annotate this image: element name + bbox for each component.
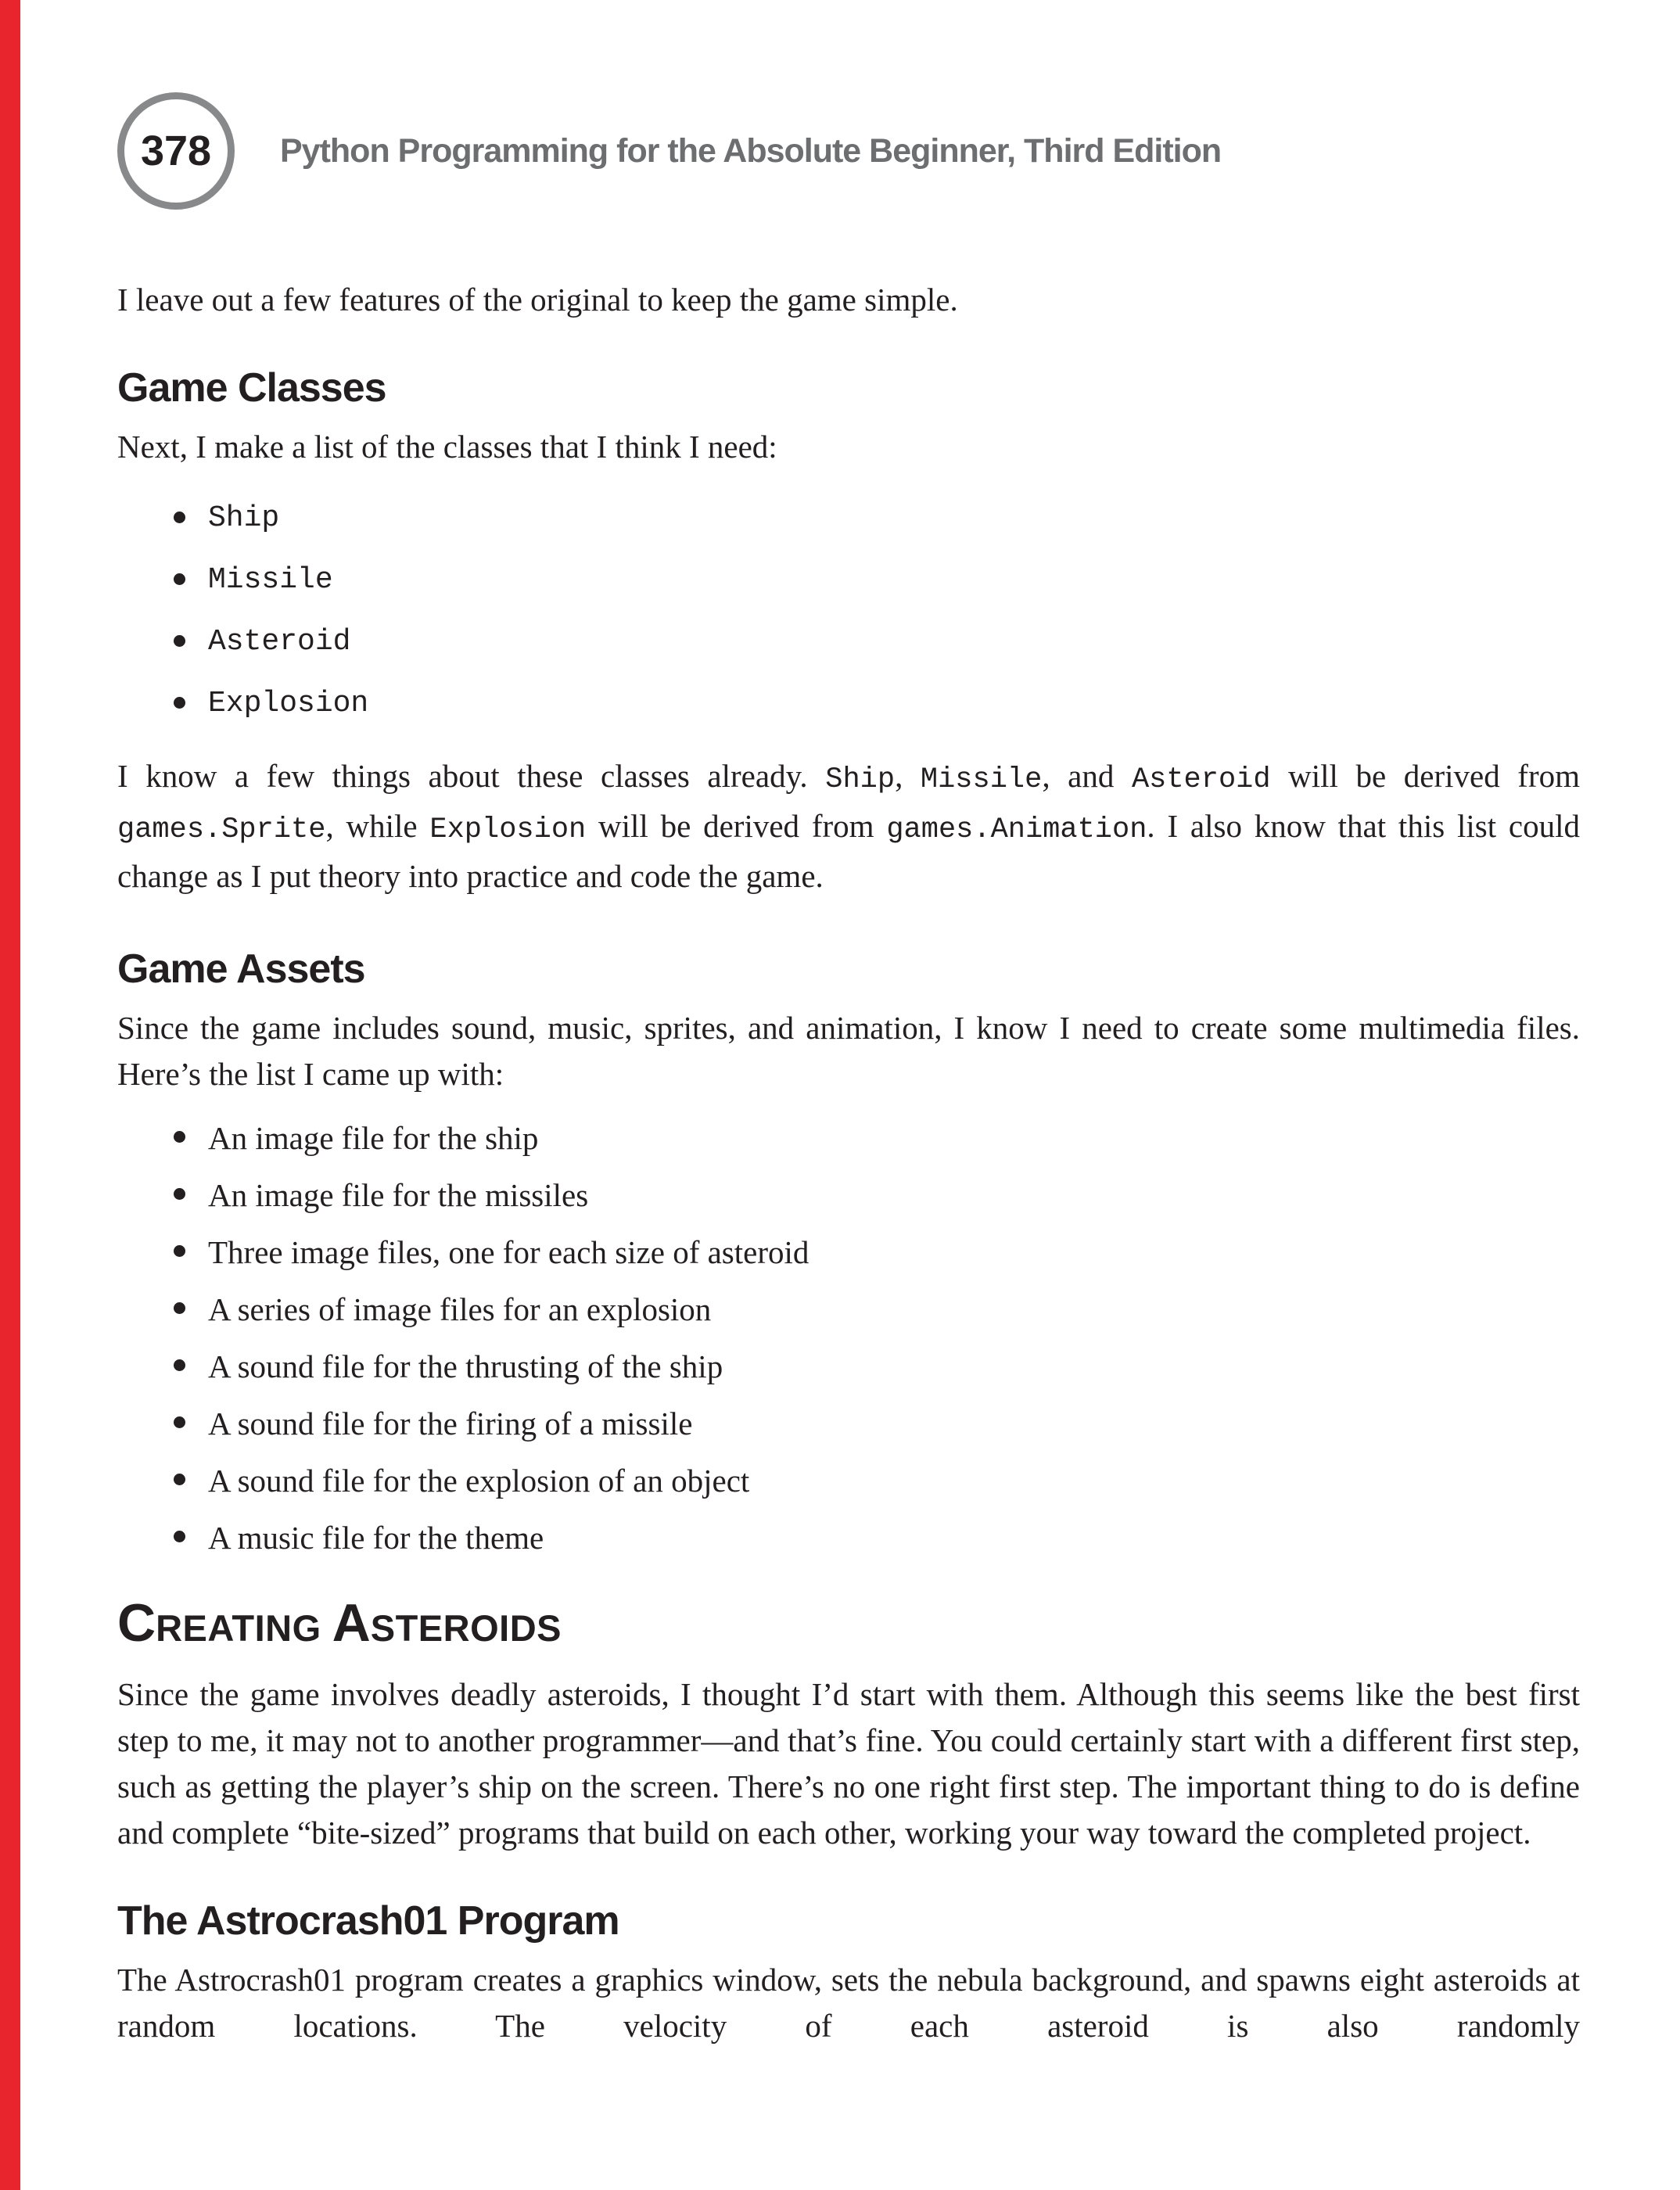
code-run: Explosion	[429, 813, 587, 846]
astrocrash01-paragraph: The Astrocrash01 program creates a graphics window, sets the nebula background, and spawns eight asteroids at random locations. The velocity of each asteroid is also randomly	[117, 1962, 1580, 2044]
bullet-icon	[174, 573, 185, 585]
intro-paragraph: I leave out a few features of the original to keep the game simple.	[117, 282, 958, 318]
asset-list-item	[117, 1349, 1580, 1384]
heading-initial: A	[332, 1593, 371, 1653]
asset-list-item	[117, 1520, 1580, 1555]
page-content	[117, 277, 1580, 2049]
asset-list-item	[117, 1121, 1580, 1155]
asset-list	[117, 1121, 1580, 1555]
text-run: will be derived from	[586, 808, 887, 844]
bullet-icon	[174, 635, 185, 647]
code-run: games.Animation	[886, 813, 1147, 846]
text-run: , while	[325, 808, 430, 844]
text-run: , and	[1042, 758, 1132, 794]
page-edge-bleed	[0, 0, 20, 2190]
creating-asteroids-paragraph: Since the game involves deadly asteroids, I thought I’d start with them. Although this seems like the best first step to me, it may not to another programmer—and that’s fine. You could certainly start with a different first step, such as getting the player’s ship on the screen. There’s no one right first step. The important thing to do is define and complete “bite-sized” programs that build on each other, working your way toward the completed project.	[117, 1676, 1580, 1851]
class-list-item	[117, 625, 1580, 663]
heading-smallcaps: STEROIDS	[370, 1607, 562, 1649]
asset-list-item	[117, 1406, 1580, 1441]
game-assets-lead: Since the game includes sound, music, sprites, and animation, I know I need to create some multimedia files. Here’s the list I came up with:	[117, 1010, 1580, 1092]
class-list-item	[117, 563, 1580, 601]
bullet-icon	[174, 1531, 185, 1542]
text-run: I know a few things about these classes already.	[117, 758, 826, 794]
class-name: Missile	[208, 563, 333, 597]
asset-text: A series of image files for an explosion	[208, 1291, 712, 1327]
text-run: . I also know that this list could change as I put theory into practice and code the game.	[117, 808, 1580, 894]
class-name: Ship	[208, 501, 280, 535]
text-run: ,	[895, 758, 921, 794]
bullet-icon	[174, 1188, 185, 1200]
book-title: Python Programming for the Absolute Beginner, Third Edition	[280, 131, 1222, 170]
heading-initial: C	[117, 1593, 156, 1653]
code-run: Ship	[825, 763, 896, 796]
bullet-icon	[174, 697, 185, 709]
asset-text: Three image files, one for each size of asteroid	[208, 1234, 809, 1270]
game-classes-discussion	[117, 753, 1580, 899]
bullet-icon	[174, 1245, 185, 1257]
class-name: Asteroid	[208, 625, 351, 659]
text-run: will be derived from	[1270, 758, 1580, 794]
heading-game-assets: Game Assets	[117, 946, 365, 992]
asset-text: An image file for the ship	[208, 1120, 539, 1156]
bullet-icon	[174, 512, 185, 523]
asset-list-item	[117, 1292, 1580, 1327]
code-run: Missile	[920, 763, 1043, 796]
asset-list-item	[117, 1463, 1580, 1498]
asset-list-item	[117, 1178, 1580, 1212]
asset-list-item	[117, 1235, 1580, 1269]
asset-text: A sound file for the thrusting of the ship	[208, 1348, 723, 1384]
heading-astrocrash01-program: The Astrocrash01 Program	[117, 1898, 619, 1944]
class-list	[117, 501, 1580, 725]
heading-smallcaps: REATING	[156, 1607, 321, 1649]
class-list-item	[117, 687, 1580, 725]
bullet-icon	[174, 1416, 185, 1428]
class-list-item	[117, 501, 1580, 540]
class-name: Explosion	[208, 687, 369, 720]
asset-text: A music file for the theme	[208, 1520, 544, 1556]
bullet-icon	[174, 1474, 185, 1485]
bullet-icon	[174, 1359, 185, 1371]
asset-text: A sound file for the explosion of an object	[208, 1463, 750, 1499]
heading-game-classes: Game Classes	[117, 365, 386, 411]
game-classes-lead: Next, I make a list of the classes that I think I need:	[117, 429, 777, 465]
page-number: 378	[140, 127, 212, 174]
code-run: games.Sprite	[117, 813, 326, 846]
bullet-icon	[174, 1131, 185, 1143]
code-run: Asteroid	[1131, 763, 1271, 796]
heading-creating-asteroids	[117, 1593, 1580, 1656]
asset-text: A sound file for the firing of a missile	[208, 1406, 693, 1441]
page-number-badge	[117, 92, 235, 210]
page-header	[117, 0, 1580, 210]
asset-text: An image file for the missiles	[208, 1177, 589, 1213]
bullet-icon	[174, 1302, 185, 1314]
